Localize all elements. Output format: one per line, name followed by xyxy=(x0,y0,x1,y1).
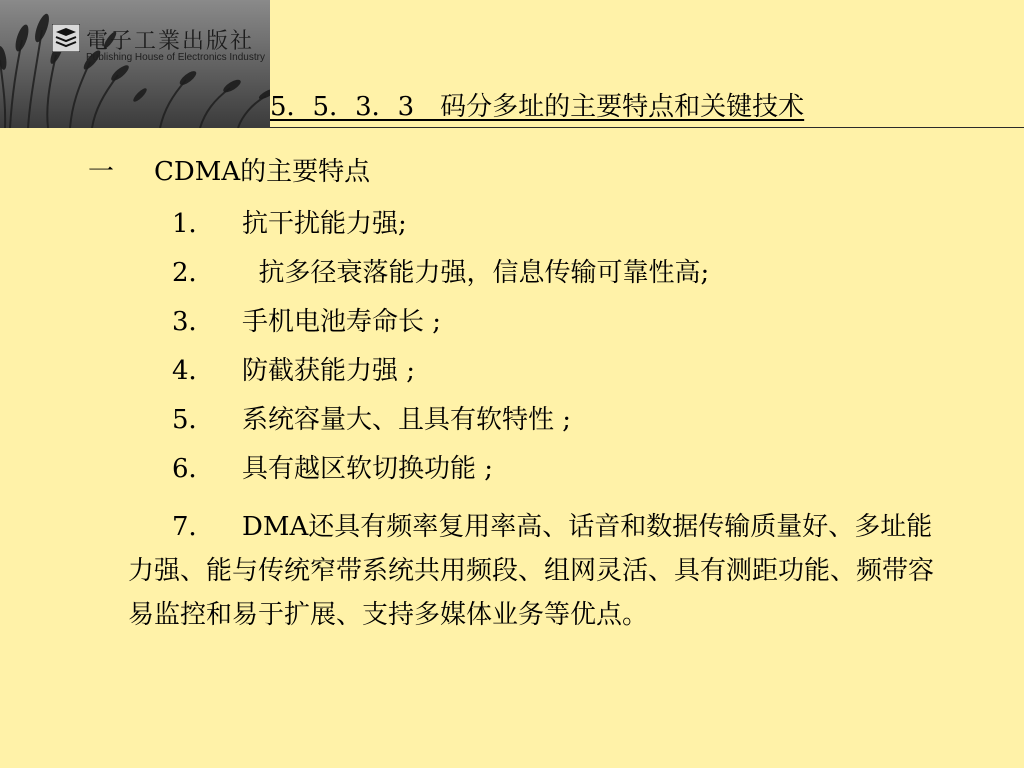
title-row xyxy=(270,82,1024,128)
item-number: 7． xyxy=(172,512,215,542)
item-text: 抗干扰能力强; xyxy=(242,209,407,239)
item-text: 抗多径衰落能力强，信息传输可靠性高; xyxy=(242,258,710,288)
item-text: DMA还具有频率复用率高、话音和数据传输质量好、多址能力强、能与传统窄带系统共用频段、组网灵活、具有测距功能、频带容易监控和易于扩展、支持多媒体业务等优点。 xyxy=(128,512,935,630)
list-item xyxy=(172,211,407,237)
item-text: 系统容量大、且具有软特性 ; xyxy=(242,405,572,435)
item-number: 6． xyxy=(172,454,215,484)
list-item xyxy=(172,358,415,384)
section-number: 一 xyxy=(88,157,115,187)
list-item xyxy=(172,260,709,286)
list-item xyxy=(172,407,571,433)
item-number: 4． xyxy=(172,356,215,386)
wheat-field-image xyxy=(0,0,270,128)
item-number: 1． xyxy=(172,209,215,239)
slide-title: 5．5．3．3 码分多址的主要特点和关键技术 xyxy=(270,92,805,122)
title-divider xyxy=(270,127,1024,128)
item-text: 具有越区软切换功能 ; xyxy=(242,454,494,484)
publisher-logo-icon xyxy=(52,24,80,52)
list-item-paragraph xyxy=(128,505,952,637)
section-heading xyxy=(88,159,370,185)
section-heading-text: CDMA的主要特点 xyxy=(154,157,371,187)
item-number: 2． xyxy=(172,258,215,288)
list-item xyxy=(172,456,493,482)
item-text: 防截获能力强 ; xyxy=(242,356,416,386)
header-banner xyxy=(0,0,270,128)
publisher-name-english: Publishing House of Electronics Industry xyxy=(86,52,265,63)
list-item xyxy=(172,309,441,335)
item-text: 手机电池寿命长 ; xyxy=(242,307,442,337)
publisher-name-chinese: 電子工業出版社 xyxy=(86,29,255,54)
item-number: 3． xyxy=(172,307,215,337)
item-number: 5． xyxy=(172,405,215,435)
